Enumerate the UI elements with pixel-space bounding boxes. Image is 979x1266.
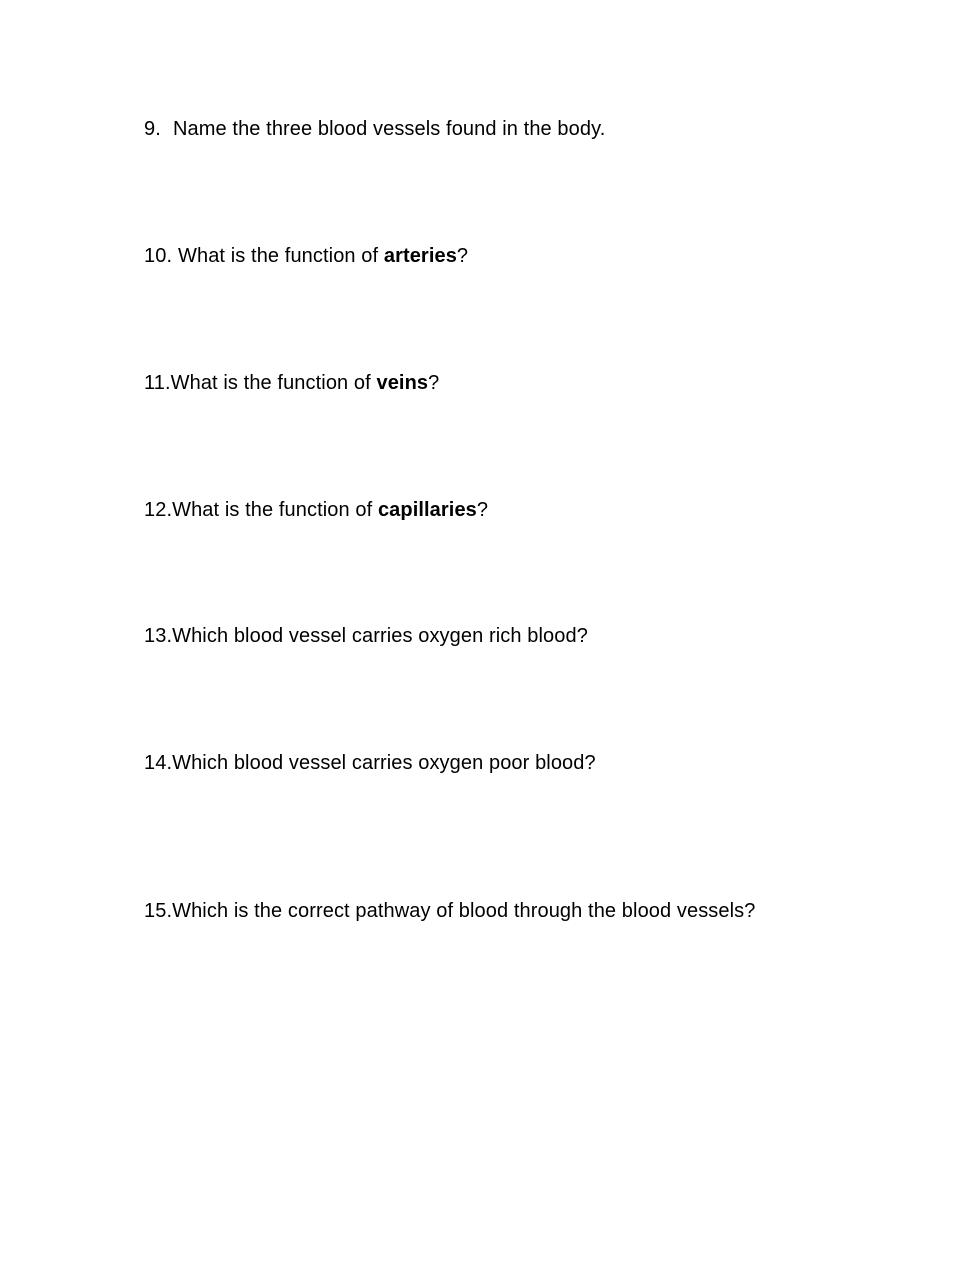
question-number: 12. bbox=[144, 499, 173, 521]
question-keyword: capillaries bbox=[377, 499, 477, 521]
question-number: 10. bbox=[144, 245, 173, 267]
question-punctuation: ? bbox=[456, 245, 469, 267]
question-number: 9. bbox=[144, 118, 161, 140]
question-text: Which blood vessel carries oxygen poor blood? bbox=[172, 752, 596, 774]
question-14 bbox=[144, 751, 596, 775]
question-text: Name the three blood vessels found in the body. bbox=[173, 118, 606, 140]
question-keyword: veins bbox=[376, 372, 429, 394]
question-text: What is the function of bbox=[170, 372, 377, 394]
question-keyword: arteries bbox=[383, 245, 457, 267]
question-12 bbox=[144, 498, 488, 522]
question-number: 14. bbox=[144, 752, 173, 774]
question-text: What is the function of bbox=[178, 245, 384, 267]
question-11 bbox=[144, 371, 439, 395]
question-15 bbox=[144, 899, 756, 923]
question-9 bbox=[144, 117, 605, 141]
question-10 bbox=[144, 244, 468, 268]
question-number: 13. bbox=[144, 625, 173, 647]
question-13 bbox=[144, 624, 588, 648]
question-punctuation: ? bbox=[428, 372, 440, 394]
question-text: Which is the correct pathway of blood through the blood vessels? bbox=[172, 900, 756, 922]
question-text: What is the function of bbox=[172, 499, 378, 521]
question-number: 15. bbox=[144, 900, 173, 922]
question-punctuation: ? bbox=[476, 499, 489, 521]
question-text: Which blood vessel carries oxygen rich blood? bbox=[172, 625, 588, 647]
question-number: 11. bbox=[144, 372, 171, 394]
